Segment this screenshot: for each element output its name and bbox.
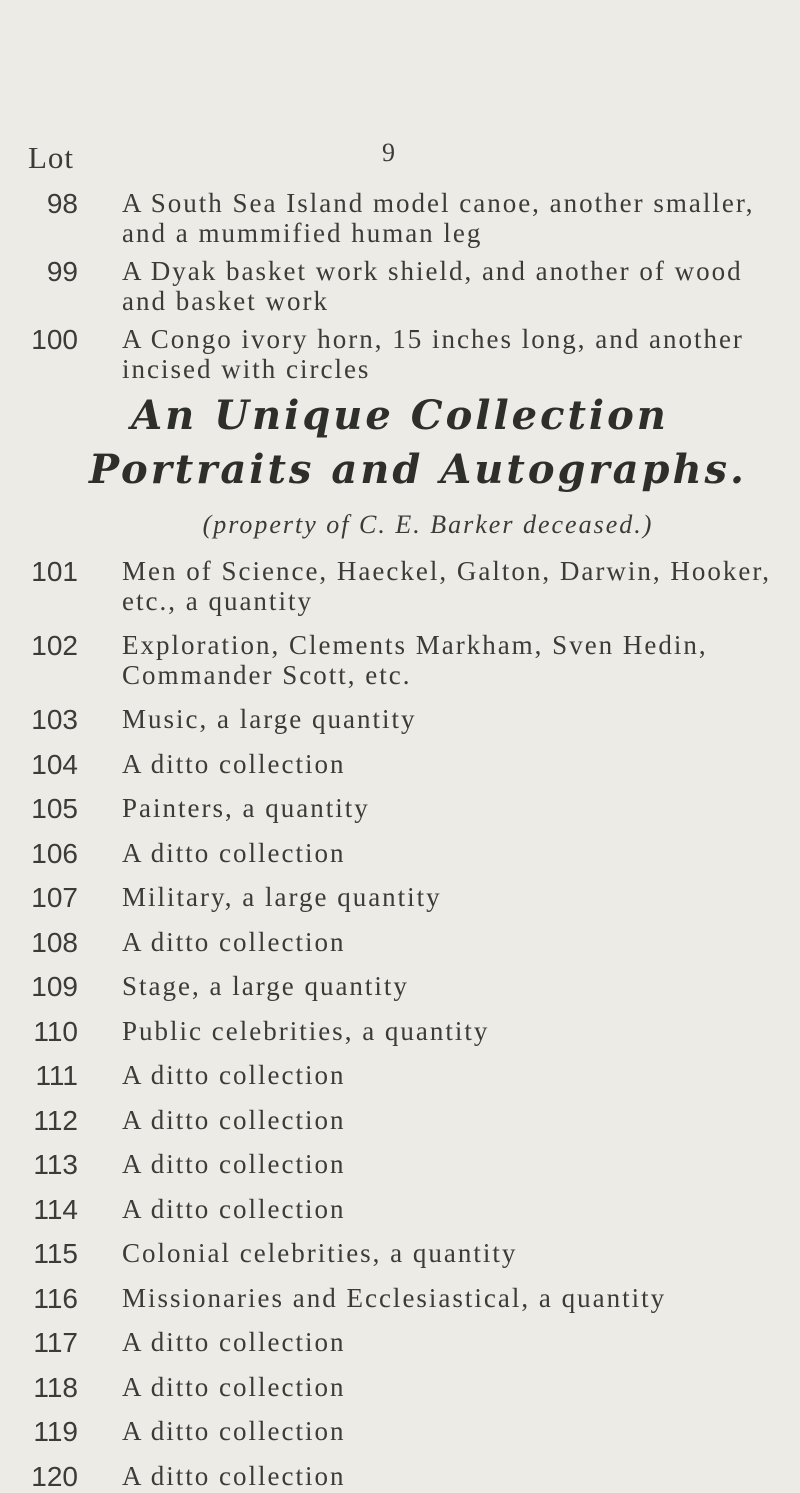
lot-number: 99 [46, 256, 78, 287]
lot-description: and a mummified human leg [122, 218, 483, 248]
lot-number: 118 [33, 1371, 78, 1403]
lot-number: 107 [31, 882, 78, 913]
lot-description: Commander Scott, etc. [122, 660, 412, 690]
lot-description: A ditto collection [122, 1149, 346, 1179]
lot-description: Exploration, Clements Markham, Sven Hedin, [122, 630, 708, 660]
lot-number: 101 [31, 556, 78, 587]
lot-description: incised with circles [122, 354, 371, 384]
lot-number: 110 [33, 1015, 78, 1047]
lot-description: A ditto collection [122, 1193, 346, 1224]
lot-number: 116 [33, 1282, 78, 1314]
section-subheading: (property of C. E. Barker deceased.) [202, 510, 654, 539]
lot-description: etc., a quantity [122, 586, 313, 616]
lot-description: Colonial celebrities, a quantity [122, 1238, 518, 1268]
lot-description: A ditto collection [122, 1371, 346, 1402]
lot-number: 105 [31, 793, 78, 824]
page-number: 9 [382, 138, 396, 167]
lot-number: 98 [46, 188, 78, 219]
lot-number: 112 [33, 1104, 78, 1136]
lot-description: Painters, a quantity [122, 793, 370, 823]
lot-description: A ditto collection [122, 1327, 346, 1357]
lot-description: Missionaries and Ecclesiastical, a quantity [122, 1282, 667, 1313]
lot-number: 102 [31, 630, 78, 661]
lot-description: A ditto collection [122, 1104, 346, 1135]
lot-description: A Dyak basket work shield, and another of wood [122, 256, 743, 286]
lot-number: 109 [31, 971, 78, 1002]
lot-description: Stage, a large quantity [122, 971, 409, 1001]
lot-number: 111 [35, 1060, 78, 1091]
lot-number: 103 [31, 704, 78, 735]
lot-description: A ditto collection [122, 1060, 346, 1090]
lot-description: A Congo ivory horn, 15 inches long, and another [122, 324, 744, 354]
lot-number: 117 [33, 1327, 78, 1358]
lot-number: 119 [33, 1416, 78, 1447]
lot-number: 120 [31, 1460, 78, 1492]
lot-number: 108 [31, 926, 78, 958]
lot-number: 104 [31, 748, 78, 780]
lot-description: Music, a large quantity [122, 704, 417, 734]
lot-description: A ditto collection [122, 748, 346, 779]
lot-description: Military, a large quantity [122, 882, 442, 912]
lot-description: Men of Science, Haeckel, Galton, Darwin, Hooker, [122, 556, 771, 586]
lot-number: 113 [33, 1149, 78, 1180]
lot-description: and basket work [122, 286, 329, 316]
lot-description: A ditto collection [122, 837, 346, 868]
section-heading-line-2: Portraits and Autographs. [89, 446, 747, 493]
section-heading: An Unique Collection [131, 392, 669, 439]
lot-description: A ditto collection [122, 1460, 346, 1491]
lot-description: A South Sea Island model canoe, another smaller, [122, 188, 755, 218]
lot-number: 100 [31, 324, 78, 355]
lot-description: A ditto collection [122, 1416, 346, 1446]
lot-column-heading: Lot [28, 140, 75, 175]
lot-description: A ditto collection [122, 926, 346, 957]
lot-number: 106 [31, 837, 78, 869]
lot-number: 115 [33, 1238, 78, 1269]
lot-number: 114 [33, 1193, 78, 1225]
lot-description: Public celebrities, a quantity [122, 1015, 490, 1046]
